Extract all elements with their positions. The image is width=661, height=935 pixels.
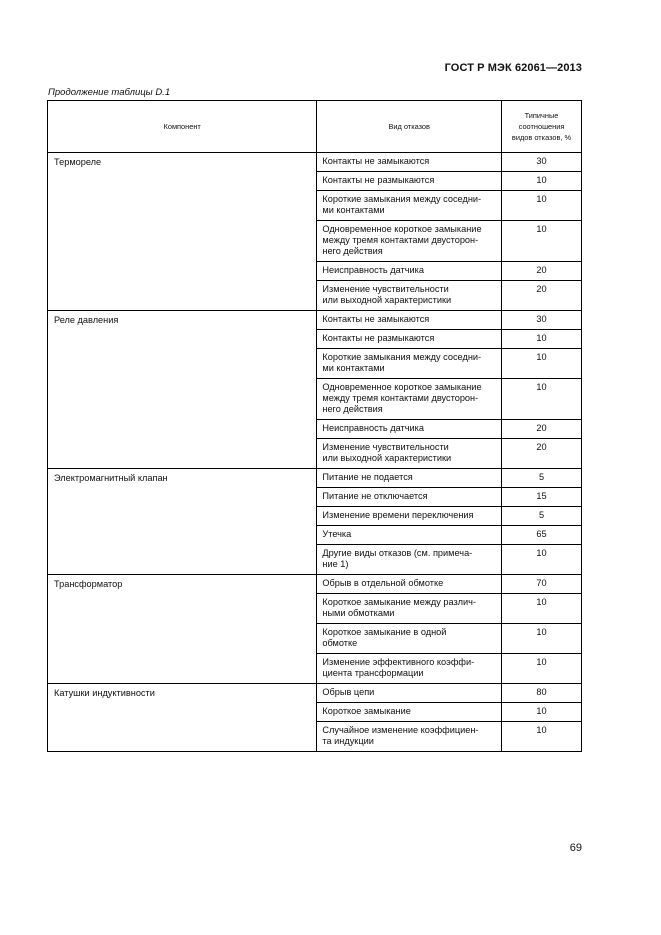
failure-mode-cell: Одновременное короткое замыкание между тремя контактами двусторон- него действия bbox=[317, 379, 502, 420]
ratio-cell: 10 bbox=[502, 191, 582, 221]
failure-mode-cell: Неисправность датчика bbox=[317, 262, 502, 281]
failure-mode-cell: Контакты не размыкаются bbox=[317, 172, 502, 191]
failure-mode-cell: Короткое замыкание в одной обмотке bbox=[317, 624, 502, 654]
ratio-cell: 10 bbox=[502, 594, 582, 624]
failure-mode-cell: Неисправность датчика bbox=[317, 420, 502, 439]
failure-mode-cell: Контакты не размыкаются bbox=[317, 330, 502, 349]
ratio-cell: 70 bbox=[502, 575, 582, 594]
ratio-cell: 80 bbox=[502, 684, 582, 703]
failure-mode-cell: Обрыв в отдельной обмотке bbox=[317, 575, 502, 594]
ratio-cell: 5 bbox=[502, 507, 582, 526]
failure-mode-cell: Изменение чувствительности или выходной характеристики bbox=[317, 281, 502, 311]
ratio-cell: 10 bbox=[502, 349, 582, 379]
page-number: 69 bbox=[569, 842, 582, 854]
table-caption: Продолжение таблицы D.1 bbox=[48, 87, 171, 98]
column-header-component: Компонент bbox=[48, 101, 317, 153]
ratio-cell: 30 bbox=[502, 153, 582, 172]
document-header: ГОСТ Р МЭК 62061—2013 bbox=[444, 62, 582, 74]
failure-modes-table bbox=[47, 100, 582, 752]
ratio-cell: 10 bbox=[502, 330, 582, 349]
failure-mode-cell: Контакты не замыкаются bbox=[317, 153, 502, 172]
ratio-cell: 10 bbox=[502, 172, 582, 191]
failure-mode-cell: Утечка bbox=[317, 526, 502, 545]
ratio-cell: 30 bbox=[502, 311, 582, 330]
table-row bbox=[48, 684, 582, 703]
failure-mode-cell: Другие виды отказов (см. примеча- ние 1) bbox=[317, 545, 502, 575]
ratio-cell: 10 bbox=[502, 703, 582, 722]
ratio-cell: 65 bbox=[502, 526, 582, 545]
failure-mode-cell: Изменение эффективного коэффи- циента трансформации bbox=[317, 654, 502, 684]
ratio-header-text: Типичные соотношения видов отказов, % bbox=[511, 111, 572, 142]
component-cell: Катушки индуктивности bbox=[48, 684, 317, 752]
failure-mode-cell: Короткие замыкания между соседни- ми контактами bbox=[317, 349, 502, 379]
component-cell: Электромагнитный клапан bbox=[48, 469, 317, 575]
column-header-failure-mode: Вид отказов bbox=[317, 101, 502, 153]
failure-mode-cell: Питание не отключается bbox=[317, 488, 502, 507]
table-row bbox=[48, 153, 582, 172]
ratio-cell: 20 bbox=[502, 262, 582, 281]
failure-mode-cell: Изменение чувствительности или выходной характеристики bbox=[317, 439, 502, 469]
component-cell: Термореле bbox=[48, 153, 317, 311]
ratio-cell: 10 bbox=[502, 221, 582, 262]
ratio-cell: 5 bbox=[502, 469, 582, 488]
failure-mode-cell: Питание не подается bbox=[317, 469, 502, 488]
failure-mode-cell: Короткие замыкания между соседни- ми контактами bbox=[317, 191, 502, 221]
table-row bbox=[48, 575, 582, 594]
ratio-cell: 10 bbox=[502, 624, 582, 654]
ratio-cell: 10 bbox=[502, 545, 582, 575]
failure-mode-cell: Короткое замыкание bbox=[317, 703, 502, 722]
ratio-cell: 10 bbox=[502, 722, 582, 752]
table-row bbox=[48, 311, 582, 330]
ratio-cell: 10 bbox=[502, 379, 582, 420]
ratio-cell: 20 bbox=[502, 420, 582, 439]
column-header-ratio bbox=[502, 101, 582, 153]
failure-mode-cell: Случайное изменение коэффициен- та индукции bbox=[317, 722, 502, 752]
failure-mode-cell: Обрыв цепи bbox=[317, 684, 502, 703]
ratio-cell: 15 bbox=[502, 488, 582, 507]
component-cell: Трансформатор bbox=[48, 575, 317, 684]
failure-mode-cell: Контакты не замыкаются bbox=[317, 311, 502, 330]
failure-mode-cell: Короткое замыкание между различ- ными обмотками bbox=[317, 594, 502, 624]
table-header-row bbox=[48, 101, 582, 153]
component-cell: Реле давления bbox=[48, 311, 317, 469]
table-body bbox=[48, 153, 582, 752]
ratio-cell: 20 bbox=[502, 439, 582, 469]
ratio-cell: 20 bbox=[502, 281, 582, 311]
failure-mode-cell: Изменение времени переключения bbox=[317, 507, 502, 526]
ratio-cell: 10 bbox=[502, 654, 582, 684]
failure-mode-cell: Одновременное короткое замыкание между тремя контактами двусторон- него действия bbox=[317, 221, 502, 262]
table-row bbox=[48, 469, 582, 488]
